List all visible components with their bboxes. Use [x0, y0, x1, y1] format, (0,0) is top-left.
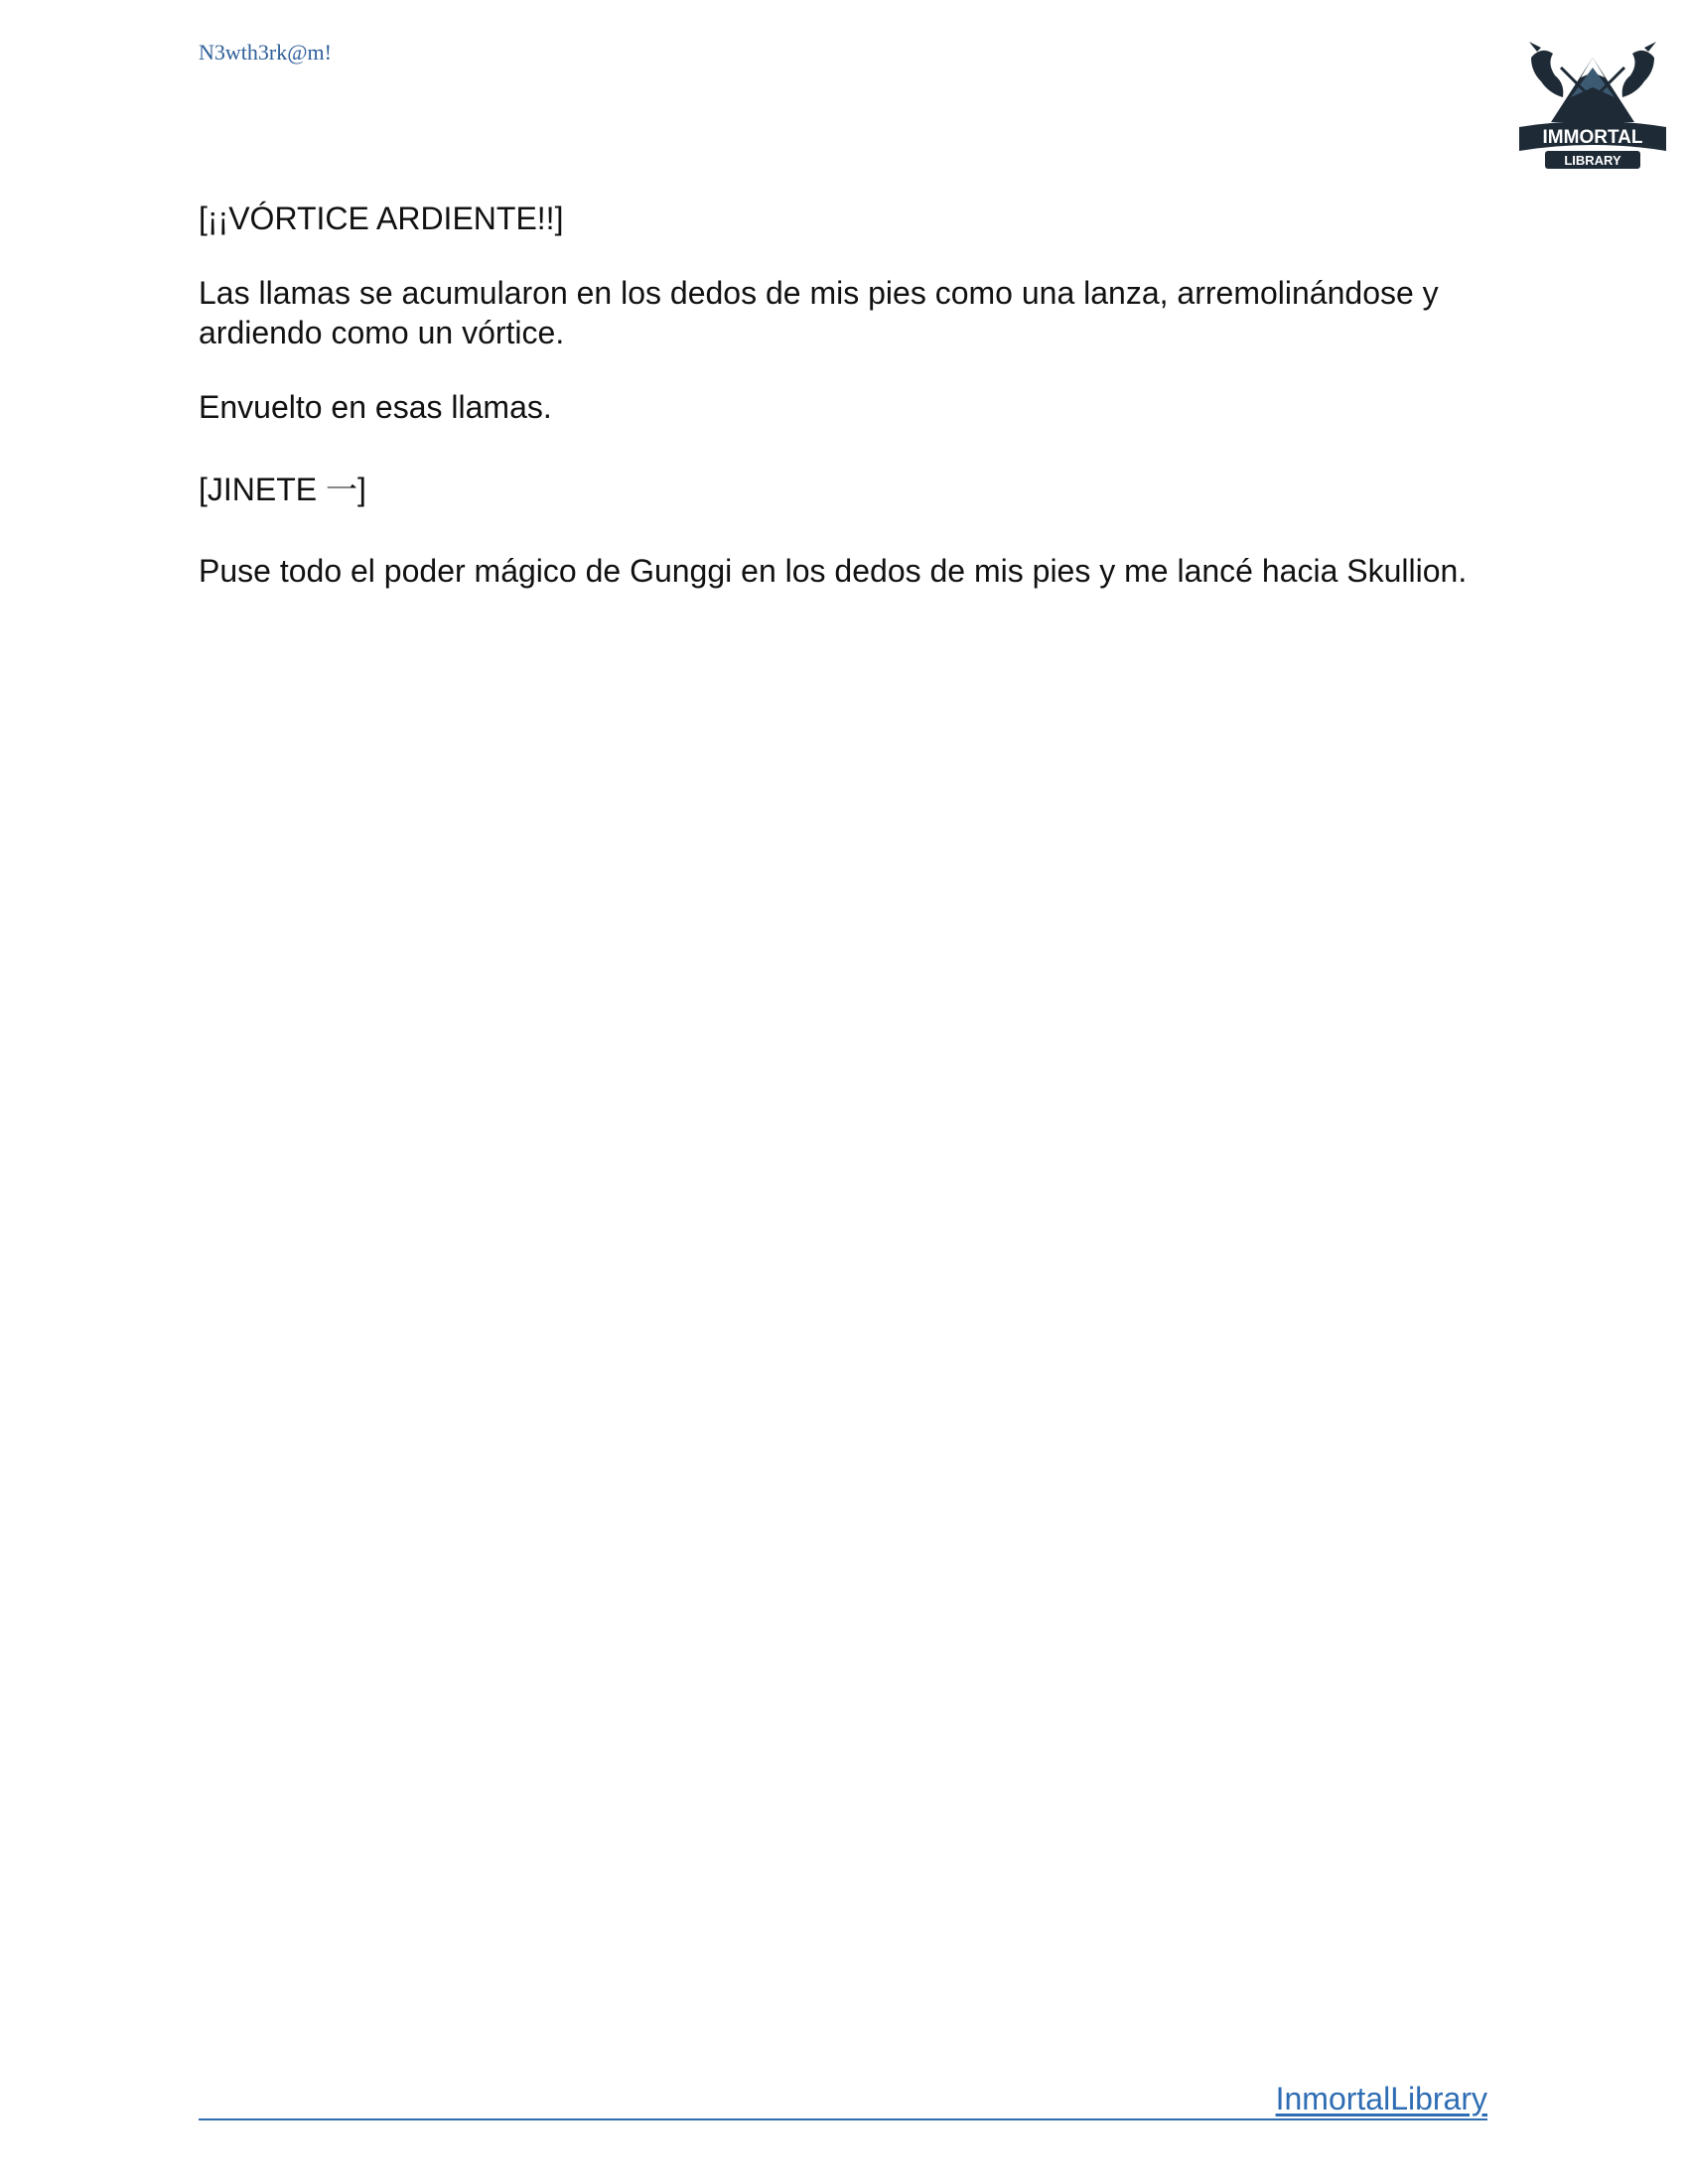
header-watermark-text: N3wth3rk@m!	[199, 40, 332, 65]
footer-rule	[199, 2075, 1487, 2120]
paragraph-4: [JINETE 一]	[199, 472, 366, 507]
immortal-library-logo-icon	[1511, 28, 1674, 177]
footer-link[interactable]: InmortalLibrary	[1275, 2081, 1487, 2116]
paragraph-3: Envuelto en esas llamas.	[199, 389, 552, 425]
paragraph-1: [¡¡VÓRTICE ARDIENTE!!]	[199, 201, 564, 236]
logo-text-line1: IMMORTAL	[1542, 127, 1643, 148]
paragraph-5: Puse todo el poder mágico de Gunggi en los dedos de mis pies y me lancé hacia Skullion.	[199, 553, 1468, 589]
paragraph-2: Las llamas se acumularon en los dedos de mis pies como una lanza, arremolinándose y ardiendo como un vórtice.	[199, 275, 1439, 350]
logo-text-line2: LIBRARY	[1564, 153, 1621, 168]
